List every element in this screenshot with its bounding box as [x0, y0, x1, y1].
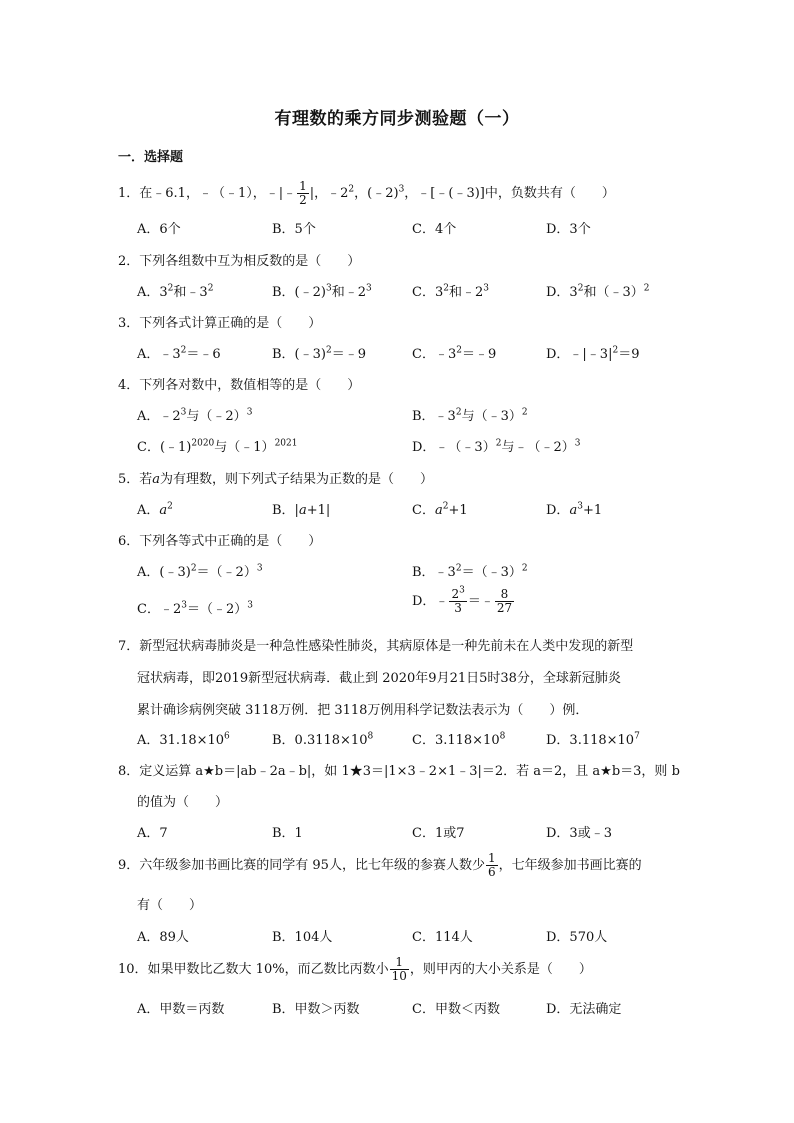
q2-option-d: D．$3^2$和（﹣3）$^2$ — [546, 283, 650, 300]
q1-frac-numerator: 1 — [299, 179, 307, 193]
q9-option-d: D．570人 — [546, 930, 608, 945]
q1-option-c: C．4个 — [412, 222, 457, 237]
q3-option-a: A．$﹣3^2=﹣6$ — [137, 345, 221, 362]
q7-option-b: B．$0.3118\times 10^8$ — [272, 731, 374, 748]
q1-option-d: D．3个 — [546, 222, 591, 237]
q10-option-a: A．甲数＝丙数 — [137, 1002, 225, 1017]
q8-option-d: D．3或﹣3 — [546, 826, 612, 841]
question-9-line-1: 9．六年级参加书画比赛的同学有 95人，比七年级的参赛人数少 $\frac{1}{6}$ ，七年级参加书画比赛的 — [118, 851, 642, 879]
q1-option-b: B．5个 — [272, 222, 316, 237]
q2-option-b: B．(﹣2)$^3$和$﹣2^3$ — [272, 283, 372, 300]
q1-text-a: 1．在﹣6.1，﹣（﹣1），﹣|﹣ — [118, 186, 297, 201]
q5-option-b: B．|a+1| — [272, 503, 331, 518]
question-1 — [118, 180, 615, 207]
question-3: 3．下列各式计算正确的是（ ） — [118, 316, 322, 331]
q1-text-d: ，﹣[﹣(﹣3)]中，负数共有（ ） — [404, 186, 615, 201]
q6-option-c: C．$﹣2^3=(﹣2)^3$ — [137, 600, 253, 617]
question-8-line-2: 的值为（ ） — [137, 795, 229, 810]
question-9-line-2: 有（ ） — [137, 898, 203, 913]
question-5: 5．若a为有理数，则下列式子结果为正数的是（ ） — [118, 472, 434, 487]
q6-option-d: D．﹣ $\frac{2^3}{3}$ ＝﹣ $\frac{8}{27}$ — [412, 585, 513, 615]
q4-option-b: B．$﹣3^2$与（﹣3）$^2$ — [412, 407, 528, 424]
q7-option-d: D．$3.118\times 10^7$ — [546, 731, 640, 748]
question-10: 10．如果甲数比乙数大 10%，而乙数比丙数小 $\frac{1}{10}$ ，则甲丙的大小关系是（ ） — [118, 955, 592, 983]
q7-option-c: C．$3.118\times 10^8$ — [412, 731, 506, 748]
q8-option-b: B．1 — [272, 826, 303, 841]
q4-option-d: D．﹣（﹣3）$^2$与﹣（﹣2）$^3$ — [412, 438, 581, 455]
document-title: 有理数的乘方同步测验题（一） — [274, 109, 520, 129]
q10-option-c: C．甲数＜丙数 — [412, 1002, 500, 1017]
q1-sup-1: 2 — [348, 184, 355, 195]
section-heading: 一．选择题 — [118, 150, 184, 165]
q3-option-d: D．$﹣|﹣3|^2=9$ — [546, 345, 640, 362]
q8-option-c: C．1或7 — [412, 826, 465, 841]
q5-option-d: D．$a^3+1$ — [546, 501, 603, 518]
question-8-line-1: 8．定义运算 a★b＝|ab﹣2a﹣b|，如 1★3＝|1×3﹣2×1﹣3|＝2．若 a＝2，且 a★b＝3，则 b — [118, 764, 680, 779]
question-7-line-2: 冠状病毒，即2019新型冠状病毒．截止到 2020年9月21日5时38分，全球新冠肺炎 — [137, 671, 621, 686]
q1-fraction — [297, 180, 309, 207]
question-4: 4．下列各对数中，数值相等的是（ ） — [118, 378, 361, 393]
q1-text-c: ，(﹣2) — [354, 186, 399, 201]
q1-text-b: |，﹣2 — [309, 186, 349, 201]
q1-sup-2: 3 — [398, 184, 405, 195]
q2-option-c: C．$3^2$和$﹣2^3$ — [412, 283, 489, 300]
q7-option-a: A．$31.18\times 10^6$ — [137, 731, 230, 748]
q5-option-c: C．$a^2+1$ — [412, 501, 468, 518]
q1-frac-denominator: 2 — [299, 193, 307, 207]
q1-option-a: A．6个 — [137, 222, 181, 237]
question-2: 2．下列各组数中互为相反数的是（ ） — [118, 254, 361, 269]
q4-option-c: C．(﹣1)$^{2020}$与（﹣1）$^{2021}$ — [137, 438, 298, 455]
q6-option-b: B．$﹣3^2=(﹣3)^2$ — [412, 563, 528, 580]
question-6: 6．下列各等式中正确的是（ ） — [118, 534, 322, 549]
q3-option-b: B．(﹣3)$^2$＝﹣9 — [272, 345, 366, 362]
question-7-line-3: 累计确诊病例突破 3118万例．把 3118万例用科学记数法表示为（ ）例． — [137, 703, 589, 718]
question-7-line-1: 7．新型冠状病毒肺炎是一种急性感染性肺炎，其病原体是一种先前未在人类中发现的新型 — [118, 639, 634, 654]
q9-option-b: B．104人 — [272, 930, 333, 945]
q9-option-a: A．89人 — [137, 930, 189, 945]
q4-option-a: A．$﹣2^3$与（﹣2）$^3$ — [137, 407, 253, 424]
q10-option-b: B．甲数＞丙数 — [272, 1002, 360, 1017]
q5-option-a: A．$a^2$ — [137, 501, 173, 518]
q8-option-a: A．7 — [137, 826, 168, 841]
q2-option-a: A．$3^2$和$﹣3^2$ — [137, 283, 214, 300]
q3-option-c: C．$﹣3^2=﹣9$ — [412, 345, 497, 362]
q10-option-d: D．无法确定 — [546, 1002, 622, 1017]
q9-option-c: C．114人 — [412, 930, 473, 945]
q6-option-a: A．(﹣3)$^2$＝（﹣2）$^3$ — [137, 563, 263, 580]
